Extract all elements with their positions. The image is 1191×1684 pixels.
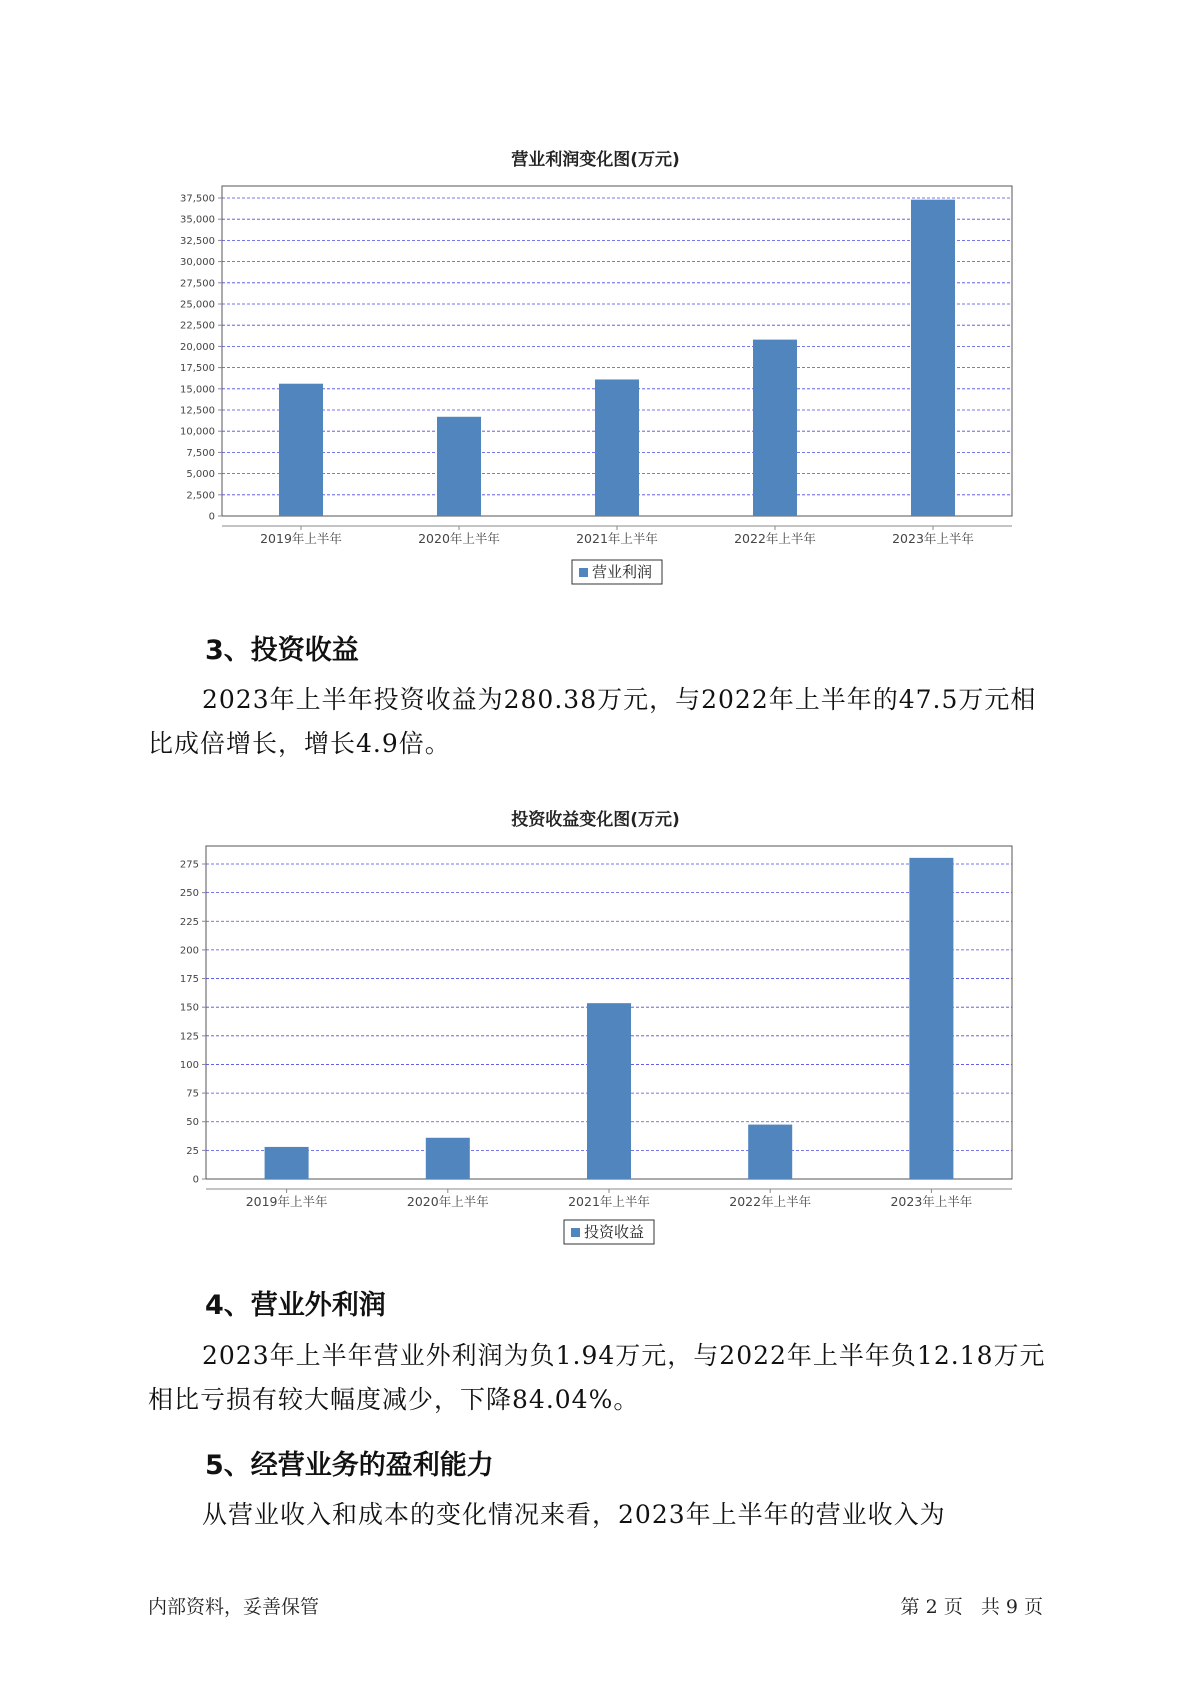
x-tick-label: 2022年上半年	[734, 531, 816, 546]
y-tick-label: 175	[179, 974, 199, 986]
section-3-heading: 3、投资收益	[205, 635, 359, 666]
y-tick-label: 50	[186, 1117, 199, 1129]
y-tick-label: 32,500	[180, 235, 215, 247]
chart1-title: 营业利润变化图(万元)	[511, 150, 680, 170]
y-tick-label: 30,000	[180, 257, 215, 269]
section-5-line-1: 从营业收入和成本的变化情况来看，2023年上半年的营业收入为	[202, 1500, 946, 1529]
x-tick-label: 2020年上半年	[406, 1194, 489, 1209]
x-tick-label: 2023年上半年	[890, 1194, 973, 1209]
investment-income-chart	[0, 840, 1191, 1260]
y-tick-label: 12,500	[180, 405, 215, 417]
section-5-paragraph	[148, 1493, 1068, 1537]
bar	[437, 417, 481, 516]
operating-profit-chart	[0, 180, 1191, 600]
x-tick-label: 2021年上半年	[568, 1194, 650, 1209]
x-tick-label: 2021年上半年	[576, 531, 658, 546]
y-tick-label: 5,000	[186, 469, 215, 481]
y-tick-label: 2,500	[186, 490, 215, 502]
section-4-heading: 4、营业外利润	[205, 1290, 386, 1321]
y-tick-label: 10,000	[180, 426, 215, 438]
y-tick-label: 75	[186, 1088, 199, 1100]
x-tick-label: 2020年上半年	[418, 531, 500, 546]
y-tick-label: 17,500	[180, 363, 215, 375]
x-tick-label: 2019年上半年	[260, 531, 342, 546]
bar	[265, 1147, 309, 1179]
bar	[909, 858, 953, 1179]
x-tick-label: 2019年上半年	[245, 1194, 328, 1209]
section-4-paragraph	[148, 1334, 1068, 1422]
footer-confidential: 内部资料，妥善保管	[148, 1596, 320, 1618]
y-tick-label: 125	[179, 1031, 199, 1043]
section-5-heading: 5、经营业务的盈利能力	[205, 1450, 494, 1481]
y-tick-label: 0	[208, 511, 215, 523]
section-3-line-1: 2023年上半年投资收益为280.38万元，与2022年上半年的47.5万元相	[202, 685, 1037, 714]
bar	[595, 379, 639, 516]
footer-page-number: 第 2 页 共 9 页	[900, 1596, 1043, 1618]
legend-label: 营业利润	[592, 563, 653, 581]
y-tick-label: 25	[186, 1145, 199, 1157]
y-tick-label: 20,000	[180, 341, 215, 353]
y-tick-label: 27,500	[180, 278, 215, 290]
bar	[911, 200, 955, 516]
y-tick-label: 250	[179, 888, 199, 900]
y-tick-label: 37,500	[180, 193, 215, 205]
section-4-line-2: 相比亏损有较大幅度减少，下降84.04%。	[148, 1385, 640, 1414]
bar	[753, 340, 797, 516]
y-tick-label: 15,000	[180, 384, 215, 396]
bar	[587, 1003, 631, 1179]
section-4-line-1: 2023年上半年营业外利润为负1.94万元，与2022年上半年负12.18万元	[202, 1341, 1046, 1370]
y-tick-label: 225	[179, 916, 199, 928]
y-tick-label: 22,500	[180, 320, 215, 332]
bar	[426, 1138, 470, 1179]
y-tick-label: 7,500	[186, 447, 215, 459]
legend-swatch	[579, 568, 588, 577]
x-tick-label: 2022年上半年	[729, 1194, 812, 1209]
x-tick-label: 2023年上半年	[892, 531, 974, 546]
section-3-line-2: 比成倍增长，增长4.9倍。	[148, 729, 451, 758]
y-tick-label: 100	[179, 1059, 199, 1071]
y-tick-label: 275	[179, 859, 199, 871]
y-tick-label: 200	[179, 945, 199, 957]
y-tick-label: 150	[179, 1002, 199, 1014]
bar	[279, 384, 323, 516]
legend-label: 投资收益	[584, 1223, 645, 1241]
section-3-paragraph	[148, 678, 1068, 766]
bar	[748, 1125, 792, 1179]
chart2-title: 投资收益变化图(万元)	[511, 810, 680, 830]
y-tick-label: 25,000	[180, 299, 215, 311]
y-tick-label: 35,000	[180, 214, 215, 226]
y-tick-label: 0	[192, 1174, 199, 1186]
legend-swatch	[571, 1228, 580, 1237]
